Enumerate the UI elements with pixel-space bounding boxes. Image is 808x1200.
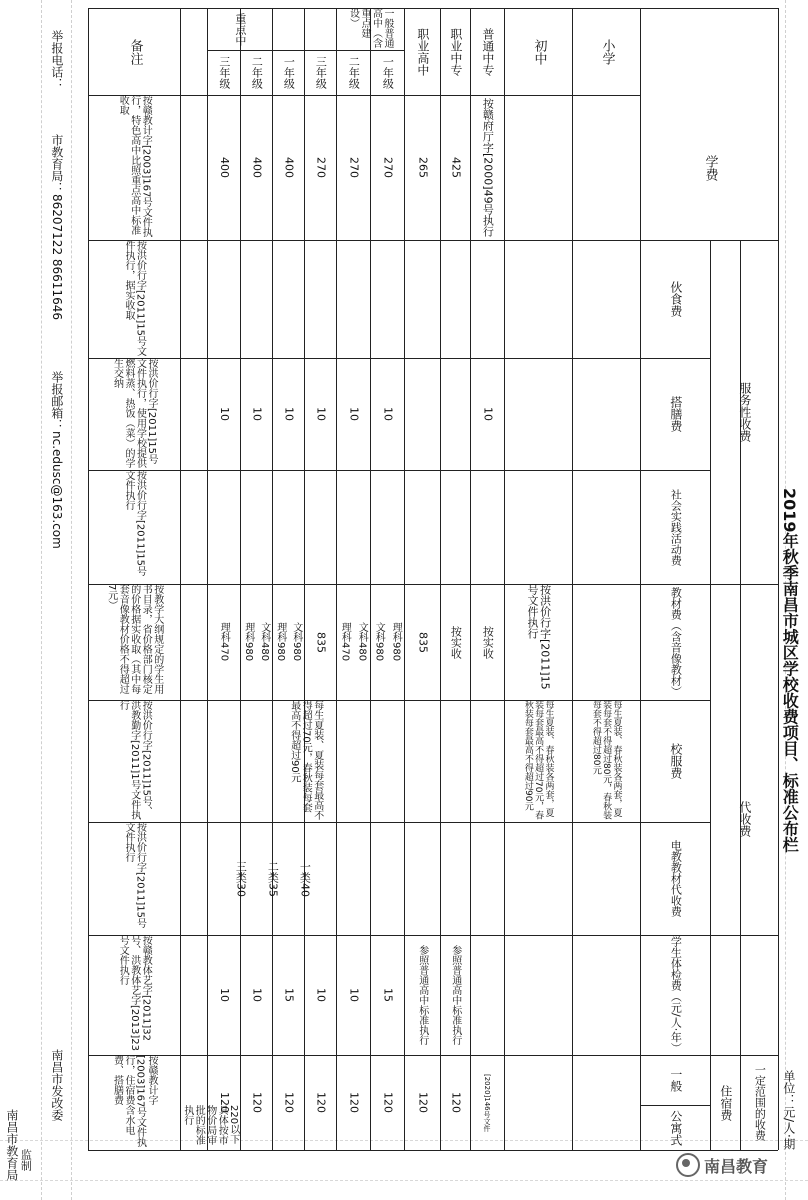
grid-line bbox=[71, 0, 72, 1200]
jiaocai-zd3-li: 理科470 bbox=[218, 622, 230, 662]
jiaocai-zd1-li: 理科980 bbox=[274, 622, 286, 662]
note-dashan: 按洪价行字[2011]15号文件执行，使用学校提供燃料蒸、热饭（菜）的学生交纳 bbox=[111, 358, 157, 468]
tijian-zhiye-gz: 参照普通高中标准执行 bbox=[416, 945, 428, 1045]
jiaocai-g2-wen: 文科480 bbox=[356, 622, 368, 662]
zhusu-zd-grade2: 120 bbox=[250, 1092, 264, 1113]
tijian-zhiye-zz: 参照普通高中标准执行 bbox=[449, 945, 461, 1045]
row-boundary bbox=[504, 8, 505, 1150]
xiaofu-gaozhong: 每生夏装、夏装每套最高不得超过70元，春秋装每套最高不得超过90元 bbox=[288, 700, 323, 820]
tijian-grade2: 10 bbox=[347, 988, 361, 1002]
jiaocai-g1-wen: 文科980 bbox=[373, 622, 385, 662]
header-dianjiao: 电教教材代收费 bbox=[669, 840, 683, 917]
jiaocai-zhiye-gz: 835 bbox=[416, 631, 430, 653]
grid-line bbox=[0, 1180, 808, 1181]
note-zhusu: 按赣教计字[2003]167号文件执行，住宿费含水电费、搭膳费 bbox=[111, 1055, 157, 1148]
table-border-bottom bbox=[88, 1150, 778, 1151]
row-label-zhiye-zhongzhuan: 职业中专 bbox=[448, 27, 463, 76]
xiaofu-xiaoxue: 每生夏装、春秋装各两套，夏装每套不得超过80元，春秋装每套不得超过80元 bbox=[590, 700, 622, 820]
watermark-text: 南昌教育 bbox=[704, 1156, 769, 1176]
jiaocai-zhiye-zz: 按实收 bbox=[449, 625, 463, 659]
note-shehui: 按洪价行字[2011]15号文件执行 bbox=[123, 470, 146, 576]
row-label-zhongdian: 重点中 bbox=[233, 12, 247, 46]
note-xuefei: 按赣教计字[2003]167号文件执行，特色高中比照重点高中标准收取 bbox=[117, 95, 152, 238]
header-yiban: 一般 bbox=[668, 1068, 683, 1092]
row-label-chuzhong: 初中 bbox=[531, 38, 547, 65]
note-huoshi: 按洪价行字[2011]15号文件执行，据实收取 bbox=[123, 240, 146, 356]
grid-line bbox=[41, 0, 42, 1200]
row-label-grade3: 三年级 bbox=[314, 56, 328, 89]
xiaofu-chuzhong: 每生夏装、春秋装各两套，夏装每套最高不得超过70元，春秋装每套最高不得超过90元 bbox=[522, 700, 554, 820]
header-gongyu: 公寓式 bbox=[668, 1109, 683, 1146]
xuefei-putong: 按赣府厅字[2000]49号执行 bbox=[481, 98, 495, 237]
header-xuefei: 学费 bbox=[702, 154, 718, 181]
report-phone-label: 举报电话： bbox=[49, 30, 64, 90]
xuefei-zd-grade2: 400 bbox=[250, 157, 264, 178]
header-daishou: 代收费 bbox=[737, 801, 752, 837]
dianjiao-class2: 二类35 bbox=[266, 860, 280, 897]
header-dashan: 搭膳费 bbox=[668, 396, 683, 432]
dashan-putong: 10 bbox=[481, 407, 495, 421]
tijian-grade3: 10 bbox=[314, 988, 328, 1002]
report-email: 举报邮箱：nc.edusc@163.com bbox=[49, 371, 64, 549]
header-tijian: 学生体检费（元/人·年） bbox=[669, 936, 683, 1054]
header-xiaofu: 校服费 bbox=[668, 743, 683, 779]
jiaocai-xiaoxue-chuzhong: 按洪价行字[2011]15号文件执行 bbox=[526, 584, 552, 690]
zhusu-gongyu: 220以下具体按市物价局审批的标准执行 bbox=[181, 1105, 239, 1145]
header-jiaocai: 教材费（含音像教材） bbox=[669, 587, 683, 697]
watermark bbox=[676, 1150, 796, 1180]
zhusu-zd-grade1: 120 bbox=[282, 1092, 296, 1113]
issuer-jianzhi: 监制 bbox=[19, 1149, 33, 1171]
header-yiding: 一定范围的收费 bbox=[753, 1064, 767, 1141]
zhusu-putong: [2020]146号文件 bbox=[483, 1073, 492, 1132]
dashan-grade3: 10 bbox=[314, 407, 328, 421]
header-shehui: 社会实践活动费 bbox=[669, 488, 683, 566]
xuefei-zhiye-zhongzhuan: 425 bbox=[449, 157, 463, 178]
xuefei-zhiye-gaozhong: 265 bbox=[416, 157, 430, 178]
tijian-grade1: 15 bbox=[381, 988, 395, 1002]
note-jiaocai: 按教学大纲规定的学生用书目录，省价格部门核定的价格据实收取（其中每套音像教材价格不得超过7元） bbox=[105, 584, 163, 694]
jiaocai-g2-li: 理科470 bbox=[339, 622, 351, 662]
row-label-zhiye-gaozhong: 职业高中 bbox=[415, 27, 430, 76]
row-label-grade1: 一年级 bbox=[381, 56, 395, 89]
col-separator bbox=[88, 470, 710, 471]
issuer-fagaiwei: 南昌市发改委 bbox=[49, 1049, 64, 1121]
wechat-logo-icon bbox=[676, 1153, 700, 1177]
zhusu-grade2: 120 bbox=[347, 1092, 361, 1113]
note-tijian: 按赣教体艺字[2011]32号、洪教体艺字[2013]23号文件执行 bbox=[117, 935, 152, 1051]
xuefei-zd-grade1: 400 bbox=[282, 157, 296, 178]
row-label-zd-grade2: 二年级 bbox=[250, 56, 264, 89]
jiaocai-g1-li: 理科980 bbox=[390, 622, 402, 662]
jiaocai-putong: 按实收 bbox=[481, 625, 495, 659]
zhusu-zhiye-zz: 120 bbox=[449, 1092, 463, 1113]
xuefei-grade1: 270 bbox=[381, 157, 395, 178]
row-label-putong-zhongzhuan: 普通中专 bbox=[480, 27, 495, 76]
dashan-grade1: 10 bbox=[381, 407, 395, 421]
row-label-yiban-gaozhong: 一般普通高中（含重点建设） bbox=[347, 8, 393, 48]
dashan-grade2: 10 bbox=[347, 407, 361, 421]
jiaocai-zd1-wen: 文科980 bbox=[290, 622, 302, 662]
jiaocai-zd2-wen: 文科480 bbox=[258, 622, 270, 662]
zhusu-grade3: 120 bbox=[314, 1092, 328, 1113]
header-fuwu: 服务性收费 bbox=[737, 382, 752, 442]
col-separator bbox=[88, 822, 710, 823]
table-border-right bbox=[778, 8, 779, 1150]
zhusu-zd-grade3: 120 bbox=[217, 1092, 231, 1113]
zhusu-zhiye-gz: 120 bbox=[416, 1092, 430, 1113]
dashan-zd-grade1: 10 bbox=[282, 407, 296, 421]
page-title: 2019年秋季南昌市城区学校收费项目、标准公布栏 bbox=[780, 487, 800, 853]
xuefei-zd-grade3: 400 bbox=[217, 157, 231, 178]
dianjiao-class3: 三类30 bbox=[234, 860, 248, 897]
row-label-zd-grade3: 三年级 bbox=[217, 56, 231, 89]
dianjiao-class1: 一类40 bbox=[298, 860, 312, 897]
row-boundary bbox=[180, 8, 181, 1150]
note-xiaofu: 按洪价行字[2011]15号、洪教勤字[2011]1号文件执行 bbox=[117, 700, 152, 820]
row-label-xiaoxue: 小学 bbox=[599, 38, 615, 65]
jiaocai-zd2-li: 理科980 bbox=[242, 622, 254, 662]
xuefei-grade3: 270 bbox=[314, 157, 328, 178]
tijian-zd-grade1: 15 bbox=[282, 988, 296, 1002]
row-boundary bbox=[572, 8, 573, 1150]
dashan-zd-grade3: 10 bbox=[217, 407, 231, 421]
row-label-grade2: 二年级 bbox=[347, 56, 361, 89]
unit-label: 单位：元/人·期 bbox=[781, 1070, 796, 1150]
header-huoshi: 伙食费 bbox=[668, 281, 683, 317]
issuer-jiaoyuju: 南昌市教育局 bbox=[4, 1109, 19, 1181]
zhusu-grade1: 120 bbox=[381, 1092, 395, 1113]
report-phone: 市教育局：86207122 86611646 bbox=[49, 134, 64, 320]
row-label-beizhu: 备注 bbox=[127, 38, 143, 65]
note-dianjiao: 按洪价行字[2011]15号文件执行 bbox=[123, 822, 146, 928]
tijian-zd-grade2: 10 bbox=[250, 988, 264, 1002]
header-zhusu: 住宿费 bbox=[718, 1084, 733, 1121]
xuefei-grade2: 270 bbox=[347, 157, 361, 178]
jiaocai-g3: 835 bbox=[314, 631, 328, 653]
dashan-zd-grade2: 10 bbox=[250, 407, 264, 421]
row-label-zd-grade1: 一年级 bbox=[282, 56, 296, 89]
tijian-zd-grade3: 10 bbox=[217, 988, 231, 1002]
